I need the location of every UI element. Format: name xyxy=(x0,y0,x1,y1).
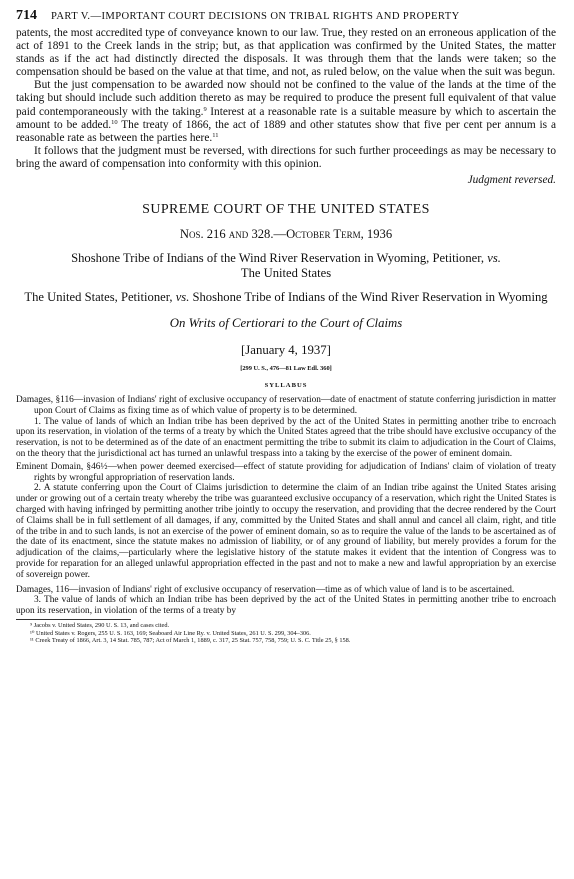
opinion-paragraph xyxy=(16,79,556,144)
party-text: Shoshone Tribe of Indians of the Wind River Reservation in Wyoming xyxy=(189,290,548,305)
footnote: ¹⁰ United States v. Rogers, 255 U. S. 163, 169; Seaboard Air Line Ry. v. United States, 261 U. S. 299, 304–306. xyxy=(30,629,311,637)
page-number: 714 xyxy=(16,8,37,23)
syllabus-paragraph: 1. The value of lands of which an Indian tribe has been deprived by the act of the United States in permitting another tribe to encroach upon its reservation, in violation of the terms of a treaty by which the United States agreed that the tribe should have exclusive occupancy of the reservation, is not to be determined as of the date of an enactment permitting the tribe to submit its claim to adjudication in the Court of Claims, on the theory that the jurisdictional act has turned an unlawful trespass into a taking by the exercise of the power of eminent domain. xyxy=(16,416,556,460)
syllabus-heading: SYLLABUS xyxy=(264,382,308,390)
party-text: The United States, Petitioner, xyxy=(24,290,176,305)
writs-line: On Writs of Certiorari to the Court of Claims xyxy=(169,316,403,331)
syllabus-text xyxy=(16,395,556,617)
footnote: ¹¹ Creek Treaty of 1866, Art. 3, 14 Stat. 785, 787; Act of March 1, 1889, c. 317, 25 Stat. 757, 758, 759; U. S. C. Title 25, § 158. xyxy=(30,637,351,645)
opinion-text: The treaty of 1866, the act of 1889 and other statutes show that five per cent per annum is a reasonable rate as between the parties here. xyxy=(16,118,556,144)
parties-case-1 xyxy=(16,251,556,281)
footnote-divider xyxy=(16,619,131,620)
syllabus-paragraph: 3. The value of lands of which an Indian tribe has been deprived by the act of the United States in permitting another tribe to encroach upon its reservation, in violation of the terms of a treaty by xyxy=(16,595,556,617)
versus: vs. xyxy=(487,251,501,266)
running-title: PART V.—IMPORTANT COURT DECISIONS ON TRIBAL RIGHTS AND PROPERTY xyxy=(51,11,460,22)
reporter-citation: [299 U. S., 476—81 Law Edl. 360] xyxy=(240,365,332,373)
opinion-text: Interest at a reasonable rate is a suitable measure by which to ascertain the amount to be added. xyxy=(16,105,556,131)
footnote-ref: 10 xyxy=(111,118,118,126)
opinion-paragraph: patents, the most accredited type of conveyance known to our law. True, they rested on an erroneous application of the act of 1891 to the Creek lands in the strip; but, as that application was confirmed by the United States, the matter stands as if the act had distinctly directed the disposals. It was through them that the lands were taken; so the compensation should be based on the value at that time, and not, as ruled below, on the value when the suit was begun. xyxy=(16,27,556,79)
opinion-text: But the just compensation to be awarded now should not be confined to the value of the lands at the time of the taking but should include such addition thereto as may be required to produce the present full equivalent of that value paid contemporaneously with the taking. xyxy=(16,79,556,118)
docket-line xyxy=(16,227,556,242)
syllabus-paragraph: 2. A statute conferring upon the Court of Claims jurisdiction to determine the claim of an Indian tribe against the United States arising under or growing out of a certain treaty whereby the tribe was guaranteed exclusive occupancy of a reservation, which right the United States is charged with having infringed by permitting another tribe jointly to occupy the reservation, and providing that the decree rendered by the Court of Claims shall be in full settlement of all damages, if any, committed by the United States and shall annul and cancel all claim, right, and title of the tribe in and to such lands, is not an exercise of the power of eminent domain, so as to require the value of the lands to be ascertained as of the date of its enactment, since the statute makes no admission of liability, or of any ground of liability, but merely provides a forum for the adjudication of the claims,—particularly where the legislative history of the statute makes it evident that the intention of Congress was to provide for reparation for an alleged unlawful appropriation effected in the past and not to make a new and lawful appropriation by an exercise of sovereign power. xyxy=(16,483,556,580)
headnote: Damages, 116—invasion of Indians' right of exclusive occupancy of reservation—time as of which value of land is to be ascertained. xyxy=(16,584,515,595)
docket-term: —October Term, 1936 xyxy=(273,227,393,242)
headnote: Damages, §116—invasion of Indians' right of exclusive occupancy of reservation—date of enactment of statute conferring jurisdiction in matter upon Court of Claims as fixing time as of which value of property is to be determined. xyxy=(16,395,556,416)
party-text: Shoshone Tribe of Indians of the Wind River Reservation in Wyoming, Petitioner, xyxy=(71,251,488,266)
docket-numbers: Nos. 216 and 328. xyxy=(179,227,274,242)
headnote: Eminent Domain, §46½—when power deemed exercised—effect of statute providing for adjudication of Indians' claim of violation of treaty rights by wrongful appropriation of reservation lands. xyxy=(16,461,556,483)
page-header xyxy=(16,8,556,24)
court-name: SUPREME COURT OF THE UNITED STATES xyxy=(142,202,430,218)
footnote-ref: 9 xyxy=(203,105,207,113)
prior-opinion-text xyxy=(16,27,556,187)
footnote-ref: 11 xyxy=(212,131,219,139)
parties-case-2 xyxy=(16,290,556,305)
versus: vs. xyxy=(175,290,190,305)
party-text: The United States xyxy=(240,266,332,281)
judgment-line: Judgment reversed. xyxy=(467,174,556,187)
opinion-paragraph: It follows that the judgment must be reversed, with directions for such further proceedings as may be necessary to bring the award of compensation into conformity with this opinion. xyxy=(16,144,556,170)
footnotes xyxy=(16,622,556,645)
decision-date: [January 4, 1937] xyxy=(241,343,331,358)
footnote: ⁹ Jacobs v. United States, 290 U. S. 13, and cases cited. xyxy=(30,621,170,629)
